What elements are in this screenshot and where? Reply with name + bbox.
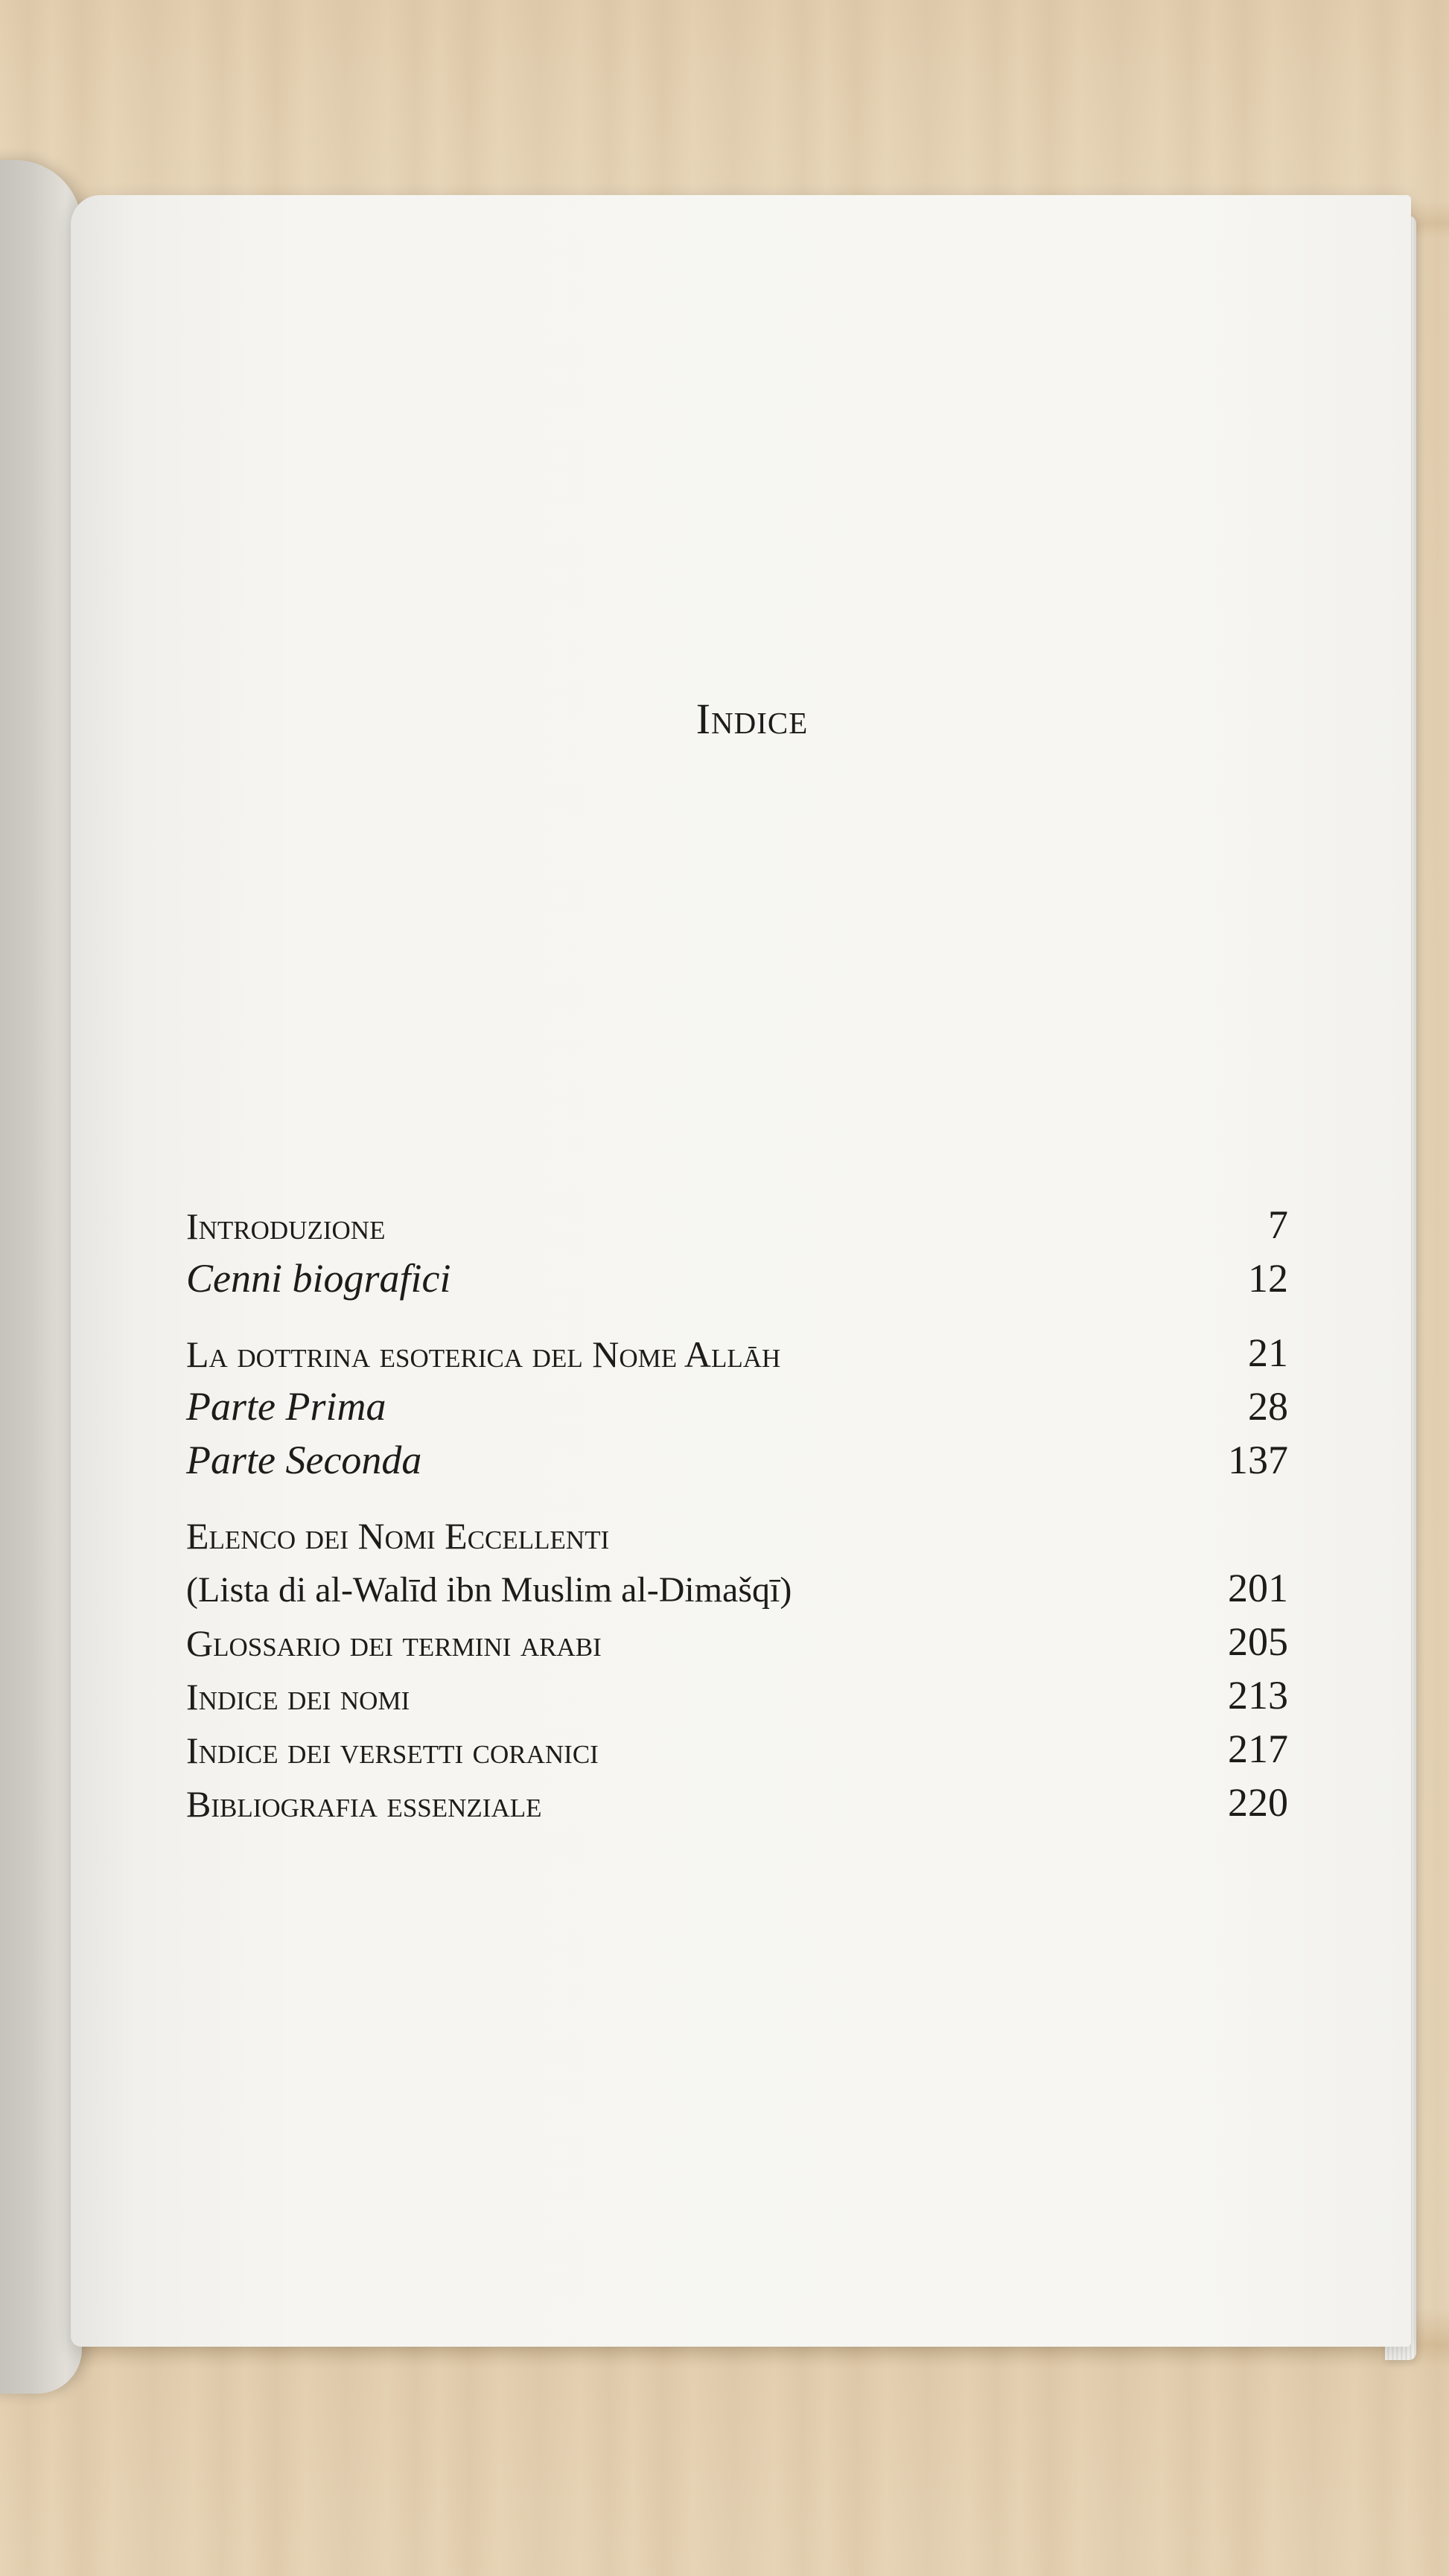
toc-entry-label: Cenni biografici (186, 1256, 451, 1301)
toc-entry-label: La dottrina esoterica del Nome Allāh (186, 1333, 781, 1375)
toc-entry-parte-prima (186, 1374, 1288, 1429)
toc-entry-page: 217 (1228, 1727, 1288, 1771)
toc-entry-indice-nomi (186, 1663, 1288, 1718)
toc-entry-page: 137 (1228, 1438, 1288, 1482)
toc-entry-bibliografia (186, 1770, 1288, 1823)
toc-entry-label: (Lista di al-Walīd ibn Muslim al-Dimašqī) (186, 1570, 792, 1610)
toc-entry-page: 28 (1248, 1384, 1288, 1429)
toc-entry-page: 205 (1228, 1619, 1288, 1664)
toc-entry-page: 220 (1228, 1780, 1288, 1825)
toc-entry-cenni-biografici (186, 1246, 1288, 1301)
toc-entry-introduzione (186, 1193, 1288, 1245)
toc-entry-page: 201 (1228, 1566, 1288, 1610)
toc-entry-lista-al-walid (186, 1556, 1288, 1608)
toc-entry-label: Parte Seconda (186, 1438, 422, 1482)
toc-entry-page: 7 (1268, 1202, 1288, 1247)
toc-entry-page: 213 (1228, 1673, 1288, 1718)
toc-entry-elenco-nomi (186, 1502, 1288, 1555)
toc-entry-label: Indice dei nomi (186, 1676, 410, 1718)
facing-page-edge (0, 160, 82, 2394)
toc-entry-label: Bibliografia essenziale (186, 1783, 542, 1825)
toc-entry-indice-versetti (186, 1717, 1288, 1769)
toc-entry-label: Indice dei versetti coranici (186, 1729, 599, 1771)
toc-entry-page: 21 (1248, 1330, 1288, 1375)
toc-entry-dottrina-esoterica (186, 1321, 1288, 1373)
book-page (71, 195, 1411, 2347)
toc-entry-label: Parte Prima (186, 1384, 386, 1429)
page-title: Indice (695, 695, 809, 743)
toc-entry-glossario (186, 1610, 1288, 1662)
toc-entry-label: Elenco dei Nomi Eccellenti (186, 1515, 610, 1557)
toc-entry-parte-seconda (186, 1428, 1288, 1480)
toc-entry-label: Glossario dei termini arabi (186, 1622, 602, 1664)
toc-entry-label: Introduzione (186, 1205, 386, 1247)
toc-entry-page: 12 (1248, 1256, 1288, 1301)
